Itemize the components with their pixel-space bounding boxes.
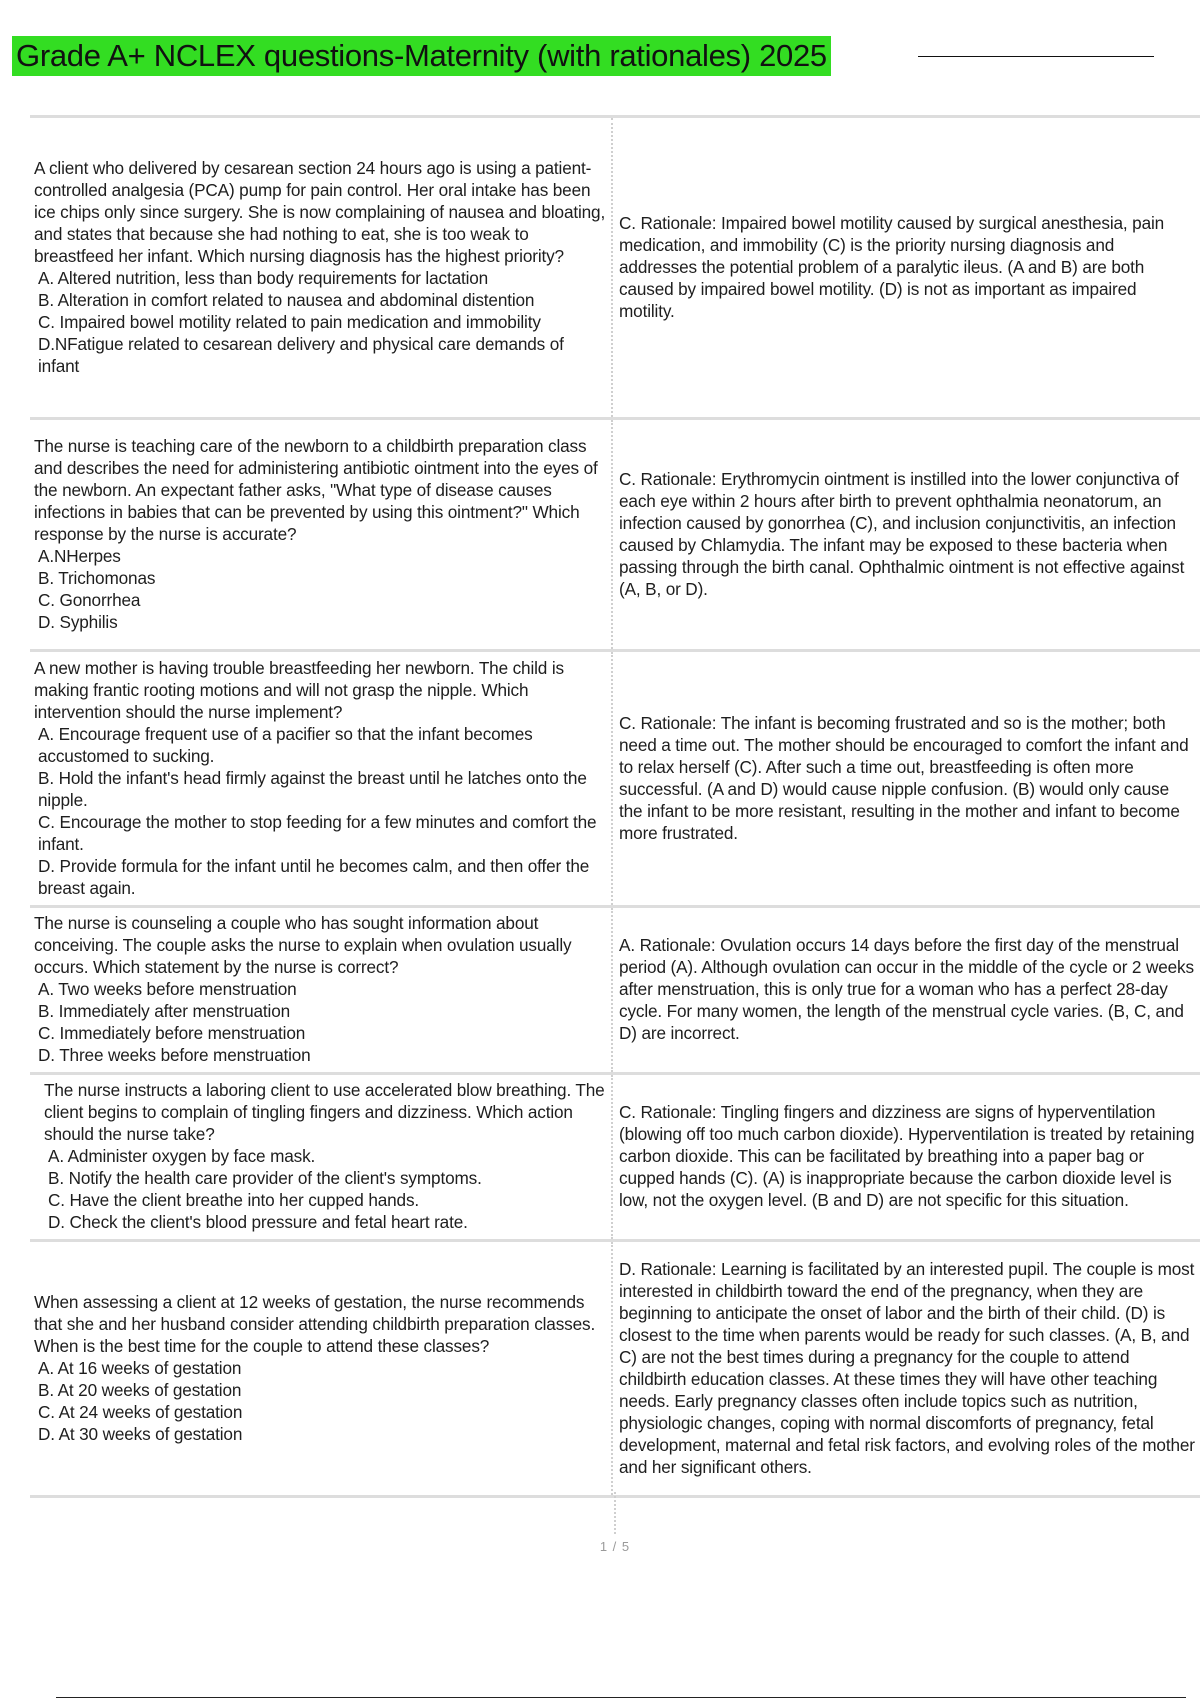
- answer-option: D. Syphilis: [38, 611, 118, 632]
- rationale-cell: C. Rationale: Erythromycin ointment is instilled into the lower conjunctiva of each eye within 2 hours after birth to prevent ophthalmia neonatorum, an infection caused by gonorrhea (C), and inclusion conjunctivitis, an infection caused by Chlamydia. The infant may be exposed to these bacteria when passing through the birth canal. Ophthalmic ointment is not effective against (A, B, or D).: [619, 468, 1185, 599]
- qa-row: [30, 907, 1200, 1074]
- rationale-cell: D. Rationale: Learning is facilitated by an interested pupil. The couple is most interested in childbirth toward the end of the pregnancy, when they are beginning to anticipate the onset of labor and the birth of their child. (D) is closest to the time when parents would be ready for such classes. (A, B, and C) are not the best times during a pregnancy for the couple to attend childbirth education classes. At these times they will have other teaching needs. Early pregnancy classes often include topics such as nutrition, physiologic changes, coping with normal discomforts of pregnancy, fetal development, maternal and fetal risk factors, and evolving roles of the mother and her significant others.: [619, 1258, 1195, 1477]
- document-title: Grade A+ NCLEX questions-Maternity (with rationales) 2025: [12, 36, 831, 76]
- answer-option: B. Immediately after menstruation: [38, 1001, 291, 1021]
- qa-row: [30, 651, 1200, 907]
- qa-row: [30, 419, 1200, 651]
- question-text: The nurse is teaching care of the newborn to a childbirth preparation class and describes the need for administering antibiotic ointment into the eyes of the newborn. An expectant father asks, "What type of disease causes infections in babies that can be prevented by using this ointment?" Which response by the nurse is accurate?: [34, 435, 598, 544]
- answer-option: C. Immediately before menstruation: [38, 1023, 306, 1043]
- answer-option: D. At 30 weeks of gestation: [38, 1423, 243, 1444]
- answer-option: B. At 20 weeks of gestation: [38, 1379, 242, 1400]
- answer-option: C. Gonorrhea: [38, 589, 141, 610]
- answer-option: D. Three weeks before menstruation: [38, 1045, 311, 1065]
- answer-option: A. Two weeks before menstruation: [38, 979, 297, 999]
- page-number: 1 / 5: [599, 1539, 631, 1554]
- rationale-cell: C. Rationale: The infant is becoming frustrated and so is the mother; both need a time out. The mother should be encouraged to comfort the infant and to relax herself (C). After such a time out, breastfeeding is often more successful. (A and D) would cause nipple confusion. (B) would only cause the infant to be more resistant, resulting in the mother and infant to become more frustrated.: [619, 712, 1189, 843]
- document-header: [12, 36, 1142, 76]
- answer-option: A. At 16 weeks of gestation: [38, 1357, 242, 1378]
- answer-option: B. Notify the health care provider of the client's symptoms.: [48, 1168, 482, 1188]
- rationale-cell: A. Rationale: Ovulation occurs 14 days before the first day of the menstrual period (A). Although ovulation can occur in the middle of the cycle or 2 weeks after menstruation, this is only true for a woman who has a perfect 28-day cycle. For many women, the length of the menstrual cycle varies. (B, C, and D) are incorrect.: [619, 935, 1194, 1043]
- qa-table: [30, 115, 1200, 1498]
- answer-option: A. Encourage frequent use of a pacifier so that the infant becomes accustomed to sucking.: [38, 723, 533, 766]
- answer-option: A. Administer oxygen by face mask.: [48, 1146, 316, 1166]
- column-divider-tail: [614, 1492, 616, 1534]
- answer-option: B. Trichomonas: [38, 567, 156, 588]
- question-text: A client who delivered by cesarean section 24 hours ago is using a patient-controlled analgesia (PCA) pump for pain control. Her oral intake has been ice chips only since surgery. She is now complaining of nausea and bloating, and states that because she had nothing to eat, she is too weak to breastfeed her infant. Which nursing diagnosis has the highest priority?: [34, 157, 606, 266]
- question-cell: [30, 419, 612, 651]
- qa-row: [30, 1241, 1200, 1497]
- answer-option: A. Altered nutrition, less than body requirements for lactation: [38, 267, 489, 288]
- qa-row: [30, 117, 1200, 419]
- answer-option: A.NHerpes: [38, 545, 121, 566]
- question-text: The nurse is counseling a couple who has sought information about conceiving. The couple asks the nurse to explain when ovulation usually occurs. Which statement by the nurse is correct?: [34, 913, 572, 977]
- answer-option: D.NFatigue related to cesarean delivery and physical care demands of infant: [38, 333, 564, 376]
- footer-divider: [56, 1697, 1186, 1698]
- answer-option: C. At 24 weeks of gestation: [38, 1401, 243, 1422]
- answer-option: B. Alteration in comfort related to nausea and abdominal distention: [38, 289, 535, 310]
- answer-option: C. Encourage the mother to stop feeding for a few minutes and comfort the infant.: [38, 811, 597, 854]
- answer-option: D. Check the client's blood pressure and fetal heart rate.: [48, 1212, 468, 1232]
- question-text: When assessing a client at 12 weeks of gestation, the nurse recommends that she and her husband consider attending childbirth preparation classes. When is the best time for the couple to attend these classes?: [34, 1291, 596, 1356]
- answer-option: D. Provide formula for the infant until he becomes calm, and then offer the breast again.: [38, 855, 590, 898]
- qa-row: [30, 1074, 1200, 1241]
- question-cell: [30, 1241, 612, 1497]
- answer-option: C. Have the client breathe into her cupped hands.: [48, 1190, 420, 1210]
- rationale-cell: C. Rationale: Tingling fingers and dizziness are signs of hyperventilation (blowing off too much carbon dioxide). Hyperventilation is treated by retaining carbon dioxide. This can be facilitated by breathing into a paper bag or cupped hands (C). (A) is inappropriate because the carbon dioxide level is low, not the oxygen level. (B and D) are not specific for this situation.: [619, 1102, 1195, 1210]
- answer-option: C. Impaired bowel motility related to pain medication and immobility: [38, 311, 541, 332]
- question-cell: [30, 1074, 612, 1241]
- question-cell: [30, 117, 612, 419]
- question-text: A new mother is having trouble breastfeeding her newborn. The child is making frantic rooting motions and will not grasp the nipple. Which intervention should the nurse implement?: [34, 657, 564, 722]
- title-divider: [918, 56, 1154, 57]
- question-cell: [30, 907, 612, 1074]
- answer-option: B. Hold the infant's head firmly against the breast until he latches onto the nipple.: [38, 767, 587, 810]
- rationale-cell: C. Rationale: Impaired bowel motility caused by surgical anesthesia, pain medication, and immobility (C) is the priority nursing diagnosis and addresses the potential problem of a paralytic ileus. (A and B) are both caused by impaired bowel motility. (D) is not as important as impaired motility.: [619, 212, 1165, 321]
- question-cell: [30, 651, 612, 907]
- question-text: The nurse instructs a laboring client to use accelerated blow breathing. The client begins to complain of tingling fingers and dizziness. Which action should the nurse take?: [44, 1080, 605, 1144]
